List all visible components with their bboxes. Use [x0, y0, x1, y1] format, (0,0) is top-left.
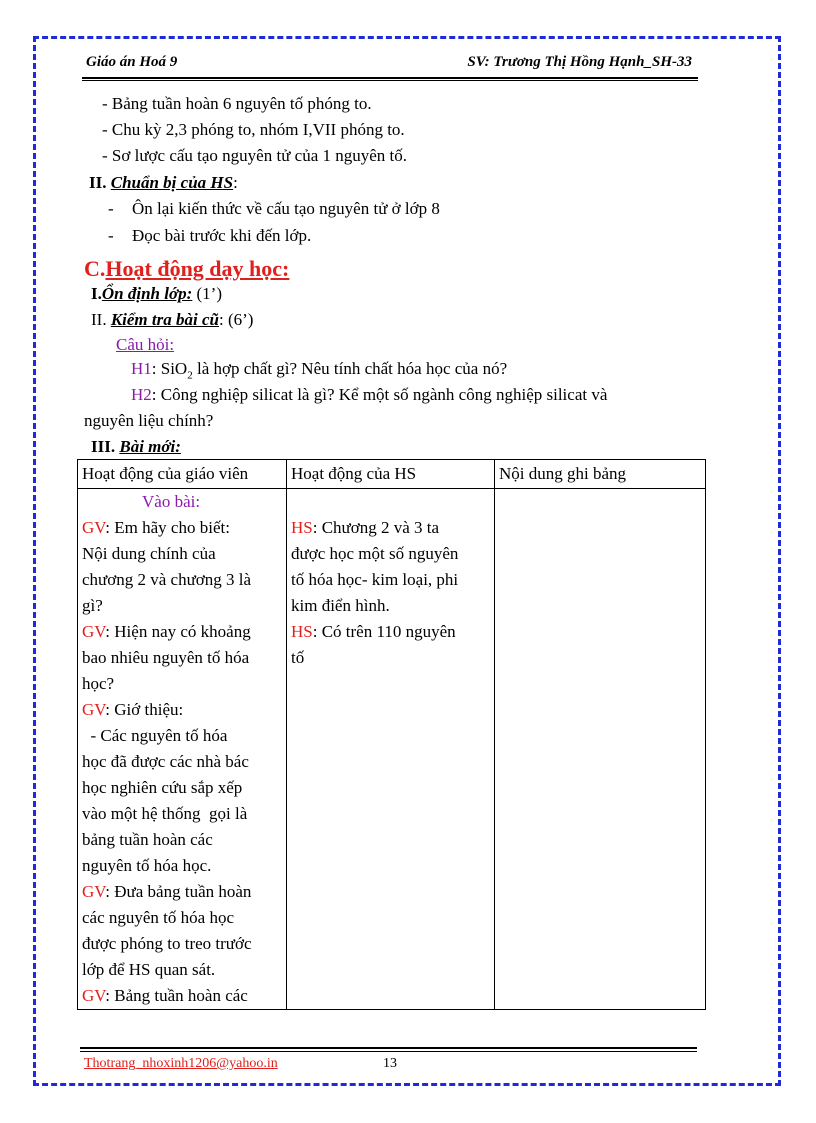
- list-dash: -: [108, 199, 114, 218]
- cell-text: được phóng to treo trước: [82, 934, 252, 953]
- cell-line: [82, 671, 282, 697]
- question-h1: [131, 358, 507, 386]
- speaker-label: GV: [82, 518, 106, 537]
- lesson-table: [77, 459, 706, 1010]
- cell-line: [82, 983, 282, 1009]
- cell-line: [82, 853, 282, 879]
- subscript: 2: [187, 369, 193, 382]
- cell-text: bao nhiêu nguyên tố hóa: [82, 648, 250, 667]
- cell-text: các nguyên tố hóa học: [82, 908, 234, 927]
- footer-rule-thin: [80, 1051, 697, 1052]
- footer-email-link[interactable]: Thotrang_nhoxinh1206@yahoo.in: [84, 1056, 278, 1071]
- question-h2-cont: nguyên liệu chính?: [84, 411, 214, 430]
- step-title: Bài mới:: [119, 437, 181, 456]
- step-review: [91, 309, 253, 331]
- footer-rule: [80, 1047, 697, 1049]
- student-column: [287, 489, 495, 1010]
- table-header-student: Hoạt động của HS: [287, 460, 495, 489]
- cell-line: [82, 905, 282, 931]
- step-time: : (6’): [218, 310, 254, 329]
- cell-text: lớp để HS quan sát.: [82, 960, 216, 979]
- section-numeral: II.: [89, 173, 107, 192]
- cell-text: vào một hệ thống gọi là: [82, 804, 248, 823]
- table-header-teacher: Hoạt động của giáo viên: [78, 460, 287, 489]
- question-text: : Công nghiệp silicat là gì? Kể một số ngành công nghiệp silicat và: [151, 385, 608, 404]
- section-c-title: Hoạt động dạy học:: [105, 256, 290, 281]
- cell-line: [291, 541, 490, 567]
- page-number: 13: [383, 1056, 397, 1071]
- cell-text: : Có trên 110 nguyên: [312, 622, 456, 641]
- cell-text: Nội dung chính của: [82, 544, 216, 563]
- speaker-label: GV: [82, 622, 106, 641]
- cell-line: [82, 515, 282, 541]
- section-c-heading: [84, 255, 289, 283]
- cell-text: : Em hãy cho biết:: [105, 518, 230, 537]
- cell-line: [291, 515, 490, 541]
- cell-line: [291, 593, 490, 619]
- cell-line: [82, 567, 282, 593]
- cell-line: [82, 723, 282, 749]
- table-header-row: [78, 460, 706, 489]
- speaker-label: GV: [82, 986, 106, 1005]
- prep-student-text: Ôn lại kiến thức về cấu tạo nguyên tử ở lớp 8: [132, 199, 440, 218]
- intro-label: Vào bài:: [142, 492, 201, 511]
- page-header: [82, 54, 698, 76]
- cell-text: chương 2 và chương 3 là: [82, 570, 252, 589]
- header-rule: [82, 77, 698, 79]
- cell-text: tố hóa học- kim loại, phi: [291, 570, 459, 589]
- cell-line: [82, 775, 282, 801]
- prep-student-item: [108, 225, 311, 247]
- notes-column: [495, 489, 706, 1010]
- header-rule-thin: [82, 80, 698, 81]
- cell-text: bảng tuần hoàn các: [82, 830, 213, 849]
- step-numeral: III.: [91, 437, 116, 456]
- cell-line: [82, 957, 282, 983]
- step-stabilize: [91, 283, 222, 305]
- cell-line: [82, 801, 282, 827]
- cell-line: [82, 593, 282, 619]
- step-title: Ổn định lớp:: [101, 284, 193, 303]
- step-title: Kiểm tra bài cũ: [110, 310, 219, 329]
- step-numeral: II.: [91, 310, 107, 329]
- speaker-label: GV: [82, 882, 106, 901]
- speaker-label: GV: [82, 700, 106, 719]
- cell-text: học?: [82, 674, 115, 693]
- cell-line: [82, 541, 282, 567]
- cell-line: [82, 749, 282, 775]
- cell-line: [82, 879, 282, 905]
- cell-line: [82, 619, 282, 645]
- question-text: : SiO: [151, 359, 188, 378]
- cell-text: nguyên tố hóa học.: [82, 856, 212, 875]
- cell-text: học đã được các nhà bác: [82, 752, 249, 771]
- question-h2: [131, 384, 607, 406]
- teacher-lines: [82, 515, 282, 1009]
- questions-label: Câu hỏi:: [116, 335, 175, 354]
- question-label: H1: [131, 359, 152, 378]
- prep-teacher-item: - Sơ lược cấu tạo nguyên tử của 1 nguyên tố.: [102, 146, 408, 165]
- question-label: H2: [131, 385, 152, 404]
- prep-teacher-item: - Bảng tuần hoàn 6 nguyên tố phóng to.: [102, 94, 372, 113]
- list-dash: -: [108, 226, 114, 245]
- question-text: là hợp chất gì? Nêu tính chất hóa học của nó?: [192, 359, 508, 378]
- step-numeral: I.: [91, 284, 102, 303]
- cell-line: [291, 567, 490, 593]
- prep-student-item: [108, 198, 440, 220]
- speaker-label: HS: [291, 622, 313, 641]
- speaker-label: HS: [291, 518, 313, 537]
- section-student-prep-heading: [89, 172, 238, 194]
- step-new-lesson: [91, 436, 181, 458]
- cell-line: [291, 619, 490, 645]
- cell-line: [82, 645, 282, 671]
- cell-text: : Hiện nay có khoảng: [105, 622, 251, 641]
- header-author: SV: Trương Thị Hồng Hạnh_SH-33: [467, 54, 692, 70]
- cell-text: - Các nguyên tố hóa: [82, 726, 228, 745]
- cell-line: [82, 931, 282, 957]
- step-time: (1’): [192, 284, 222, 303]
- cell-text: kim điển hình.: [291, 596, 390, 615]
- cell-line: [82, 827, 282, 853]
- header-subject: Giáo án Hoá 9: [86, 54, 178, 70]
- prep-student-text: Đọc bài trước khi đến lớp.: [132, 226, 312, 245]
- section-c-letter: C.: [84, 256, 106, 281]
- cell-text: : Chương 2 và 3 ta: [312, 518, 440, 537]
- table-row: [78, 489, 706, 1010]
- teacher-column: [78, 489, 287, 1010]
- cell-text: tố: [291, 648, 305, 667]
- cell-text: : Bảng tuần hoàn các: [105, 986, 248, 1005]
- cell-text: gì?: [82, 596, 103, 615]
- student-lines: [291, 515, 490, 671]
- section-suffix: :: [233, 173, 238, 192]
- cell-text: : Giớ thiệu:: [105, 700, 184, 719]
- cell-text: : Đưa bảng tuần hoàn: [105, 882, 252, 901]
- cell-text: học nghiên cứu sắp xếp: [82, 778, 243, 797]
- cell-line: [82, 697, 282, 723]
- section-title: Chuẩn bị của HS: [110, 173, 234, 192]
- prep-teacher-item: - Chu kỳ 2,3 phóng to, nhóm I,VII phóng to.: [102, 120, 405, 139]
- table-header-notes: Nội dung ghi bảng: [495, 460, 706, 489]
- spacer-line: [291, 489, 490, 515]
- cell-line: [291, 645, 490, 671]
- cell-text: được học một số nguyên: [291, 544, 459, 563]
